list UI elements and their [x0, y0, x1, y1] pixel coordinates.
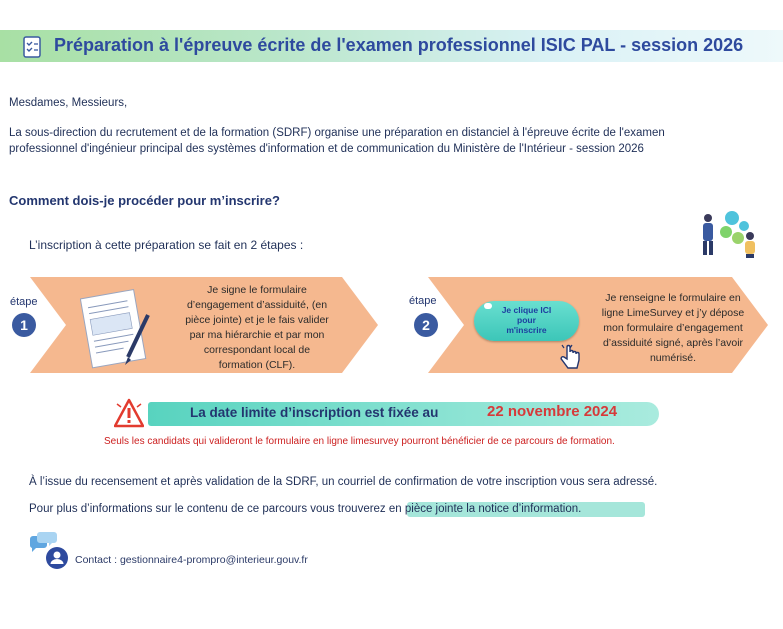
signed-form-icon [80, 285, 154, 371]
chat-bubble-icon [484, 303, 492, 309]
confirmation-text: À l’issue du recensement et après validation de la SDRF, un courriel de confirmation de votre inscription vous sera adressé. [29, 476, 658, 488]
deadline-date: 22 novembre 2024 [487, 403, 618, 420]
intro-line-1: La sous-direction du recrutement et de la formation (SDRF) organise une préparation en distanciel à l'épreuve écrite de l'examen [9, 127, 665, 139]
more-info-text [29, 501, 581, 518]
info-notice-link[interactable]: en pièce jointe la notice d’information. [385, 503, 582, 515]
deadline-text: La date limite d’inscription est fixée au [190, 405, 439, 420]
question-heading: Comment dois-je procéder pour m’inscrire? [9, 193, 280, 208]
greeting: Mesdames, Messieurs, [9, 97, 128, 109]
step-2-number: 2 [414, 313, 438, 337]
more-info-prefix: Pour plus d’informations sur le contenu de ce parcours vous trouverez [29, 503, 386, 515]
team-gears-illustration [694, 208, 760, 260]
step-1-number: 1 [12, 313, 36, 337]
deadline-warning: Seuls les candidats qui valideront le formulaire en ligne limesurvey pourront bénéficier de ce parcours de formation. [104, 436, 615, 447]
step-1-label: étape [10, 296, 38, 308]
steps-intro: L’inscription à cette préparation se fait en 2 étapes : [29, 238, 304, 252]
warning-icon [114, 398, 144, 428]
step-2-text: Je renseigne le formulaire en ligne LimeSurvey et j’y dépose mon formulaire d’engagement d’assiduité signé, après l’avoir numérisé. [601, 292, 745, 364]
header-banner [0, 30, 783, 62]
step-1-text: Je signe le formulaire d’engagement d’assiduité, (en pièce jointe) et je le fais valider par ma hiérarchie et par mon correspondant local de formation (CLF). [185, 284, 329, 371]
register-button[interactable]: Je clique ICI pour m'inscrire [474, 301, 579, 341]
intro-line-2: professionnel d'ingénieur principal des systèmes d'information et de communication du Ministère de l'Intérieur - session 2026 [9, 143, 644, 155]
step-2-label: étape [409, 295, 437, 307]
hand-pointer-icon [558, 343, 582, 371]
contact-email[interactable]: Contact : gestionnaire4-prompro@interieur.gouv.fr [75, 554, 308, 566]
checklist-icon [22, 35, 44, 59]
contact-icon [28, 530, 70, 572]
page-title: Préparation à l'épreuve écrite de l'examen professionnel ISIC PAL - session 2026 [54, 35, 744, 55]
